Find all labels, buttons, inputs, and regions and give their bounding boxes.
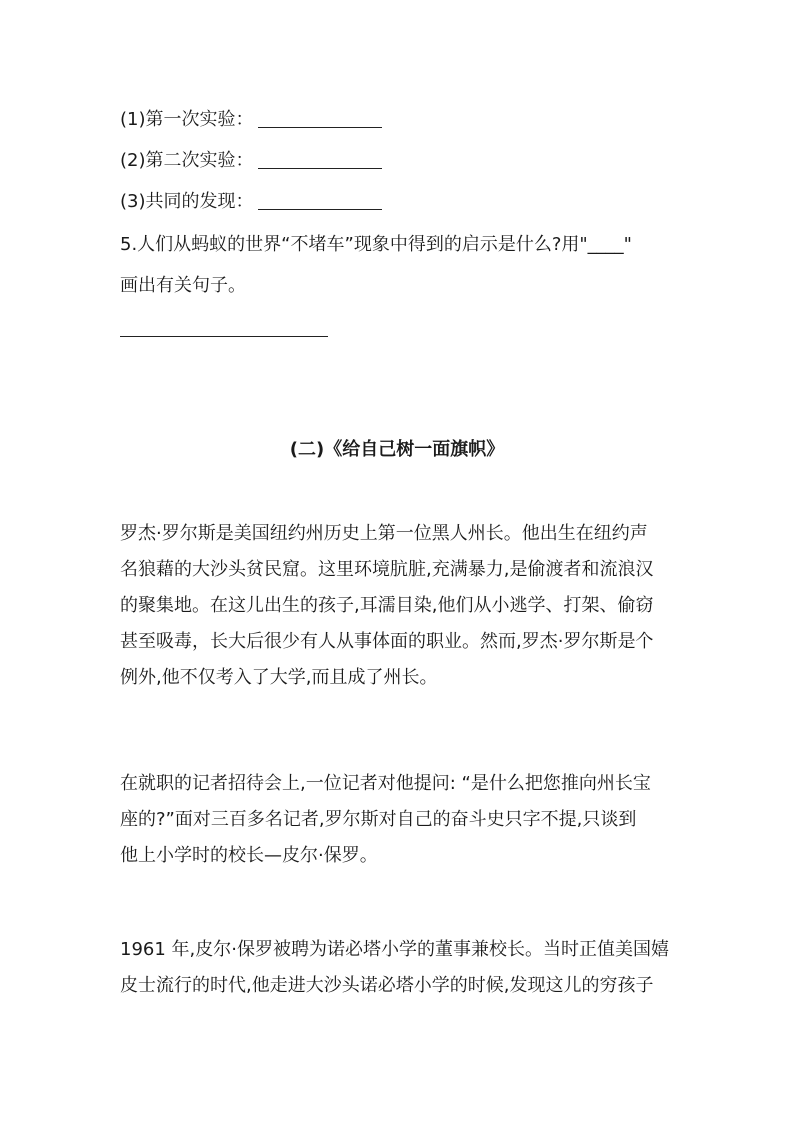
paragraph-2 <box>120 766 680 874</box>
paragraph-2-line-1: 在就职的记者招待会上,一位记者对他提问: “是什么把您推向州长宝 <box>120 773 651 794</box>
question-5-line-2: 画出有关句子。 <box>120 275 246 296</box>
paragraph-2-line-2: 座的?”面对三百多名记者,罗尔斯对自己的奋斗史只字不提,只谈到 <box>120 809 637 830</box>
question-4-2 <box>120 149 382 173</box>
answer-blank-4-3[interactable] <box>258 191 382 210</box>
paragraph-3 <box>120 932 680 1004</box>
paragraph-1-line-4: 甚至吸毒，长大后很少有人从事体面的职业。然而,罗杰·罗尔斯是个 <box>120 631 654 652</box>
paragraph-1-line-5: 例外,他不仅考入了大学,而且成了州长。 <box>120 667 438 688</box>
paragraph-1-line-3: 的聚集地。在这儿出生的孩子,耳濡目染,他们从小逃学、打架、偷窃 <box>120 595 654 616</box>
question-4-1-label: (1)第一次实验： <box>120 109 254 130</box>
section-title: (二)《给自己树一面旗帜》 <box>289 439 505 460</box>
question-4-2-label: (2)第二次实验： <box>120 150 254 171</box>
paragraph-2-line-3: 他上小学时的校长—皮尔·保罗。 <box>120 845 378 866</box>
paragraph-3-line-2: 皮士流行的时代,他走进大沙头诺必塔小学的时候,发现这儿的穷孩子 <box>120 975 654 996</box>
answer-blank-4-2[interactable] <box>258 150 382 169</box>
paragraph-1-line-2: 名狼藉的大沙头贫民窟。这里环境肮脏,充满暴力,是偷渡者和流浪汉 <box>120 559 654 580</box>
answer-blank-4-1[interactable] <box>258 109 382 128</box>
paragraph-1-line-1: 罗杰·罗尔斯是美国纽约州历史上第一位黑人州长。他出生在纽约声 <box>120 523 648 544</box>
question-5-line-1: 5.人们从蚂蚁的世界“不堵车”现象中得到的启示是什么?用"____" <box>120 234 632 255</box>
question-4-3 <box>120 190 382 214</box>
answer-line-5[interactable] <box>120 336 328 337</box>
paragraph-3-line-1: 1961 年,皮尔·保罗被聘为诺必塔小学的董事兼校长。当时正值美国嬉 <box>120 939 669 960</box>
paragraph-1 <box>120 516 680 696</box>
question-4-3-label: (3)共同的发现： <box>120 191 254 212</box>
question-4-1 <box>120 108 382 132</box>
